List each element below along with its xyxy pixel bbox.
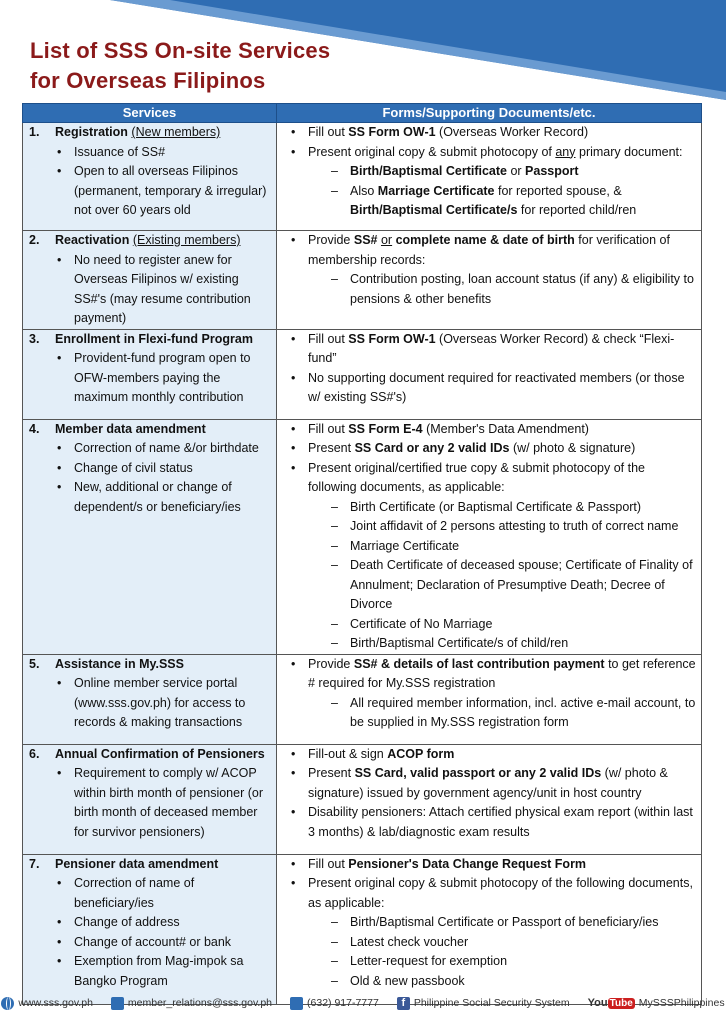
service-title: Pensioner data amendment <box>55 856 219 871</box>
service-subtitle: (Existing members) <box>132 233 241 247</box>
table-row <box>23 123 702 231</box>
list-item: • New, additional or change of dependent/s or beneficiary/ies <box>55 478 272 517</box>
list-item: • No need to register anew for Overseas Filipinos w/ existing SS#'s (may resume contribution payment) <box>55 251 272 329</box>
phone-icon <box>290 997 303 1010</box>
list-item: – Also Marriage Certificate for reported spouse, & Birth/Baptismal Certificate/s for reported child/ren <box>327 182 697 221</box>
requirements-cell <box>277 744 702 854</box>
list-item: – Birth Certificate (or Baptismal Certificate & Passport) <box>327 498 697 518</box>
list-item: • Present SS Card or any 2 valid IDs (w/ photo & signature) <box>289 439 697 459</box>
service-title: Member data amendment <box>55 421 206 436</box>
list-item: • Present SS Card, valid passport or any 2 valid IDs (w/ photo & signature) issued by government agency/unit in host country <box>289 764 697 803</box>
list-item: – Birth/Baptismal Certificate/s of child/ren <box>327 634 697 654</box>
service-cell <box>23 123 277 231</box>
facebook-icon: f <box>397 997 410 1010</box>
list-item: • Fill out SS Form E-4 (Member's Data Amendment) <box>289 420 697 440</box>
service-number: 6. <box>29 746 40 761</box>
service-cell <box>23 329 277 419</box>
list-item: – Old & new passbook <box>327 972 697 992</box>
table-header-row <box>23 104 702 123</box>
service-title: Annual Confirmation of Pensioners <box>55 746 265 761</box>
list-item: – Certificate of No Marriage <box>327 615 697 635</box>
requirements-cell <box>277 231 702 330</box>
list-item: • Issuance of SS# <box>55 143 272 163</box>
table-row <box>23 329 702 419</box>
service-cell <box>23 419 277 654</box>
requirements-cell <box>277 654 702 744</box>
footer-phone[interactable]: (632) 917-7777 <box>290 997 379 1010</box>
service-cell <box>23 654 277 744</box>
service-number: 4. <box>29 421 40 436</box>
list-item: • Present original copy & submit photocopy of the following documents, as applicable: – Birth/Baptismal Certificate or Passport of beneficiary/ies – Latest check voucher – Letter-request for exemption – Old & new passbook <box>289 874 697 991</box>
list-item: • Change of civil status <box>55 459 272 479</box>
service-number: 7. <box>29 856 40 871</box>
list-item: • Correction of name of beneficiary/ies <box>55 874 272 913</box>
list-item: • Disability pensioners: Attach certified physical exam report (within last 3 months) & lab/diagnostic exam results <box>289 803 697 842</box>
list-item: – Birth/Baptismal Certificate or Passport <box>327 162 697 182</box>
list-item: • Online member service portal (www.sss.gov.ph) for access to records & making transactions <box>55 674 272 733</box>
service-title: Enrollment in Flexi-fund Program <box>55 331 253 346</box>
list-item: • Present original/certified true copy & submit photocopy of the following documents, as applicable: – Birth Certificate (or Baptismal Certificate & Passport) – Joint affidavit of 2 persons attesting to truth of correct name – Marriage Certificate – Death Certificate of deceased spouse; Certificate of Finality of Annulment; Declaration of Presumptive Death; Decree of Divorce – Certificate of No Marriage – Birth/Baptismal Certificate/s of child/ren <box>289 459 697 654</box>
requirements-cell <box>277 419 702 654</box>
list-item: – Letter-request for exemption <box>327 952 697 972</box>
table-row <box>23 419 702 654</box>
service-number: 3. <box>29 331 40 346</box>
service-cell <box>23 854 277 1004</box>
service-number: 1. <box>29 125 40 139</box>
list-item: • Provide SS# or complete name & date of birth for verification of membership records: – Contribution posting, loan account status (if any) & eligibility to pensions & other benefits <box>289 231 697 309</box>
list-item: • Present original copy & submit photocopy of any primary document: – Birth/Baptismal Certificate or Passport – Also Marriage Certificate for reported spouse, & Birth/Baptismal Certificate/s for reported child/ren <box>289 143 697 221</box>
list-item: • Provide SS# & details of last contribution payment to get reference # required for My.SSS registration – All required member information, incl. active e-mail account, to be supplied in My.SSS registration form <box>289 655 697 733</box>
list-item: • Change of address <box>55 913 272 933</box>
service-subtitle: (New members) <box>131 125 221 139</box>
title-line-1: List of SSS On-site Services <box>30 38 331 63</box>
service-cell <box>23 744 277 854</box>
list-item: • Open to all overseas Filipinos (permanent, temporary & irregular) not over 60 years old <box>55 162 272 221</box>
list-item: – Latest check voucher <box>327 933 697 953</box>
list-item: • Fill out SS Form OW-1 (Overseas Worker Record) & check “Flexi-fund” <box>289 330 697 369</box>
list-item: • Correction of name &/or birthdate <box>55 439 272 459</box>
service-number: 5. <box>29 656 40 671</box>
list-item: • Fill-out & sign ACOP form <box>289 745 697 765</box>
list-item: • Requirement to comply w/ ACOP within birth month of pensioner (or birth month of deceased member for survivor pensioners) <box>55 764 272 842</box>
envelope-icon <box>111 997 124 1010</box>
requirements-cell <box>277 854 702 1004</box>
table-row <box>23 854 702 1004</box>
service-title: Registration <box>55 125 128 139</box>
service-title: Assistance in My.SSS <box>55 656 184 671</box>
service-number: 2. <box>29 233 40 247</box>
list-item: • Fill out SS Form OW-1 (Overseas Worker Record) <box>289 123 697 143</box>
footer <box>0 988 726 1018</box>
footer-email[interactable]: member_relations@sss.gov.ph <box>111 997 272 1010</box>
footer-facebook[interactable]: f Philippine Social Security System <box>397 997 570 1010</box>
list-item: – Contribution posting, loan account status (if any) & eligibility to pensions & other benefits <box>327 270 697 309</box>
table-row <box>23 231 702 330</box>
services-table <box>22 103 702 1005</box>
list-item: • Exemption from Mag-impok sa Bangko Program <box>55 952 272 991</box>
requirements-cell <box>277 329 702 419</box>
header-services: Services <box>23 104 277 123</box>
list-item: • No supporting document required for reactivated members (or those w/ existing SS#'s) <box>289 369 697 408</box>
table-row <box>23 654 702 744</box>
list-item: – Joint affidavit of 2 persons attesting to truth of correct name <box>327 517 697 537</box>
header-forms: Forms/Supporting Documents/etc. <box>277 104 702 123</box>
list-item: – Marriage Certificate <box>327 537 697 557</box>
list-item: – All required member information, incl. active e-mail account, to be supplied in My.SSS registration form <box>327 694 697 733</box>
youtube-icon: You Tube <box>587 997 633 1009</box>
list-item: • Fill out Pensioner's Data Change Request Form <box>289 855 697 875</box>
title-line-2: for Overseas Filipinos <box>30 68 266 93</box>
footer-website[interactable]: www.sss.gov.ph <box>1 997 93 1010</box>
table-row <box>23 744 702 854</box>
list-item: • Change of account# or bank <box>55 933 272 953</box>
page-title <box>30 36 330 96</box>
footer-youtube[interactable]: You Tube MySSSPhilippines <box>587 997 725 1009</box>
service-title: Reactivation <box>55 233 130 247</box>
list-item: – Death Certificate of deceased spouse; Certificate of Finality of Annulment; Declaration of Presumptive Death; Decree of Divorce <box>327 556 697 615</box>
requirements-cell <box>277 123 702 231</box>
list-item: – Birth/Baptismal Certificate or Passport of beneficiary/ies <box>327 913 697 933</box>
service-cell <box>23 231 277 330</box>
list-item: • Provident-fund program open to OFW-members paying the maximum monthly contribution <box>55 349 272 408</box>
globe-icon <box>1 997 14 1010</box>
